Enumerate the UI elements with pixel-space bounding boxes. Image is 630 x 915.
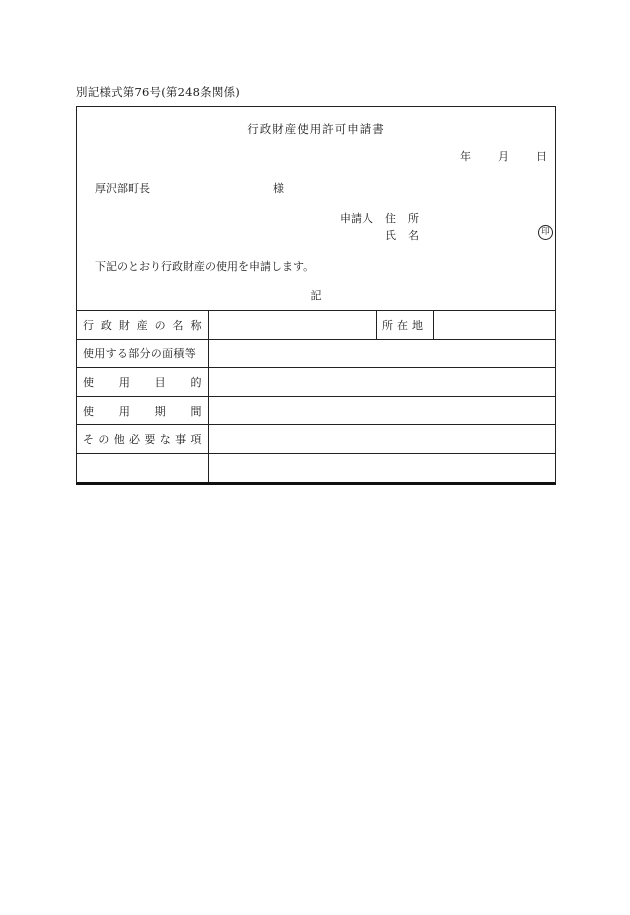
- row-label-cell: [77, 368, 208, 397]
- property-name-input-cell[interactable]: [208, 311, 376, 340]
- row-label-cell: [77, 396, 208, 425]
- row-label-cell: [77, 339, 208, 368]
- row-label-cell: [77, 311, 208, 340]
- row-label: そ の 他 必 要 な 事 項: [83, 433, 202, 447]
- table-row: [77, 311, 555, 340]
- other-matters-input-cell[interactable]: [208, 425, 555, 454]
- name-label: 氏名: [385, 229, 431, 242]
- detail-table: [77, 310, 555, 482]
- date-day-label: 日: [536, 150, 547, 163]
- ki-heading: 記: [310, 289, 322, 302]
- seal-mark: 印: [538, 225, 553, 240]
- row-label: 行 政 財 産 の 名 称: [83, 318, 202, 332]
- period-input-cell[interactable]: [208, 396, 555, 425]
- area-input-cell[interactable]: [208, 339, 555, 368]
- row-label-cell: [77, 453, 208, 481]
- date-line: [433, 148, 547, 164]
- date-month-label: 月: [498, 150, 509, 163]
- request-statement: 下記のとおり行政財産の使用を申請します。: [95, 260, 315, 273]
- form-title: 行政財産使用許可申請書: [247, 122, 385, 136]
- table-row: [77, 368, 555, 397]
- row-label: 使 用 目 的: [83, 375, 202, 389]
- table-row: [77, 339, 555, 368]
- honorific: 様: [273, 182, 284, 195]
- form-caption: 別記様式第76号(第248条関係): [76, 85, 240, 99]
- location-label: 所在地: [382, 318, 427, 332]
- location-label-cell: [376, 311, 433, 340]
- row-label: 使 用 期 間: [83, 404, 202, 418]
- address-label: 住所: [385, 212, 431, 225]
- blank-input-cell[interactable]: [208, 453, 555, 481]
- row-label-cell: [77, 425, 208, 454]
- date-year-label: 年: [460, 150, 471, 163]
- addressee: 厚沢部町長: [95, 182, 150, 195]
- applicant-label: 申請人: [340, 212, 373, 225]
- application-form: [76, 106, 556, 485]
- purpose-input-cell[interactable]: [208, 368, 555, 397]
- location-input-cell[interactable]: [433, 311, 555, 340]
- row-label: 使用する部分の面積等: [83, 347, 196, 361]
- table-row: [77, 425, 555, 454]
- table-row: [77, 453, 555, 481]
- table-row: [77, 396, 555, 425]
